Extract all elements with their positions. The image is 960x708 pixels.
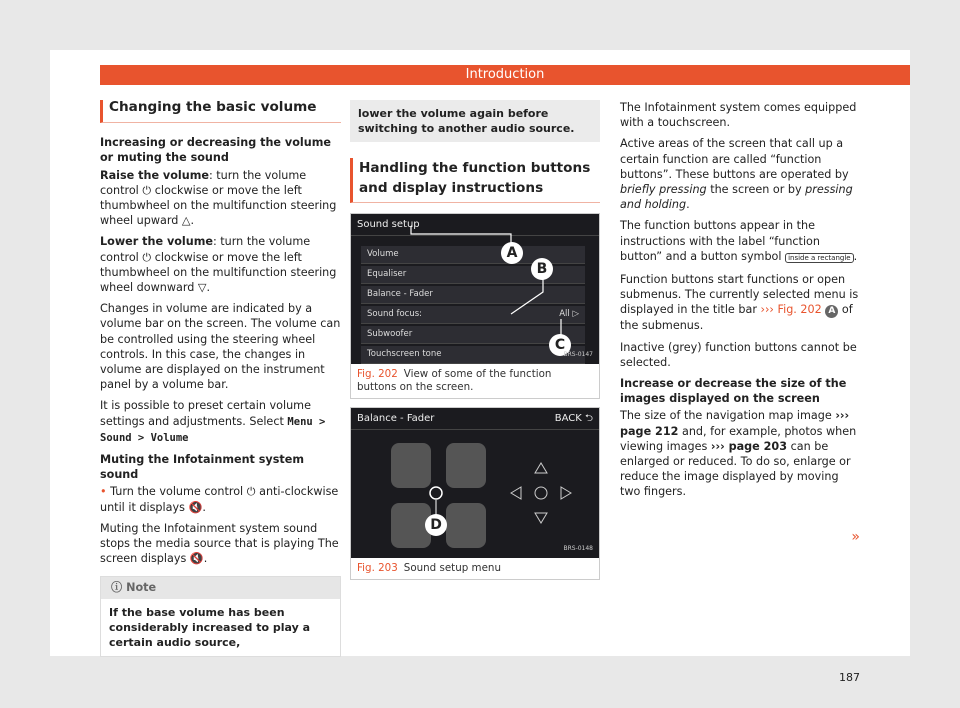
label-b: B xyxy=(531,258,553,280)
menu-path: Menu > Sound > Volume xyxy=(100,415,326,444)
mute-heading: Muting the Infotainment system sound xyxy=(100,453,304,482)
mute-paragraph: Muting the Infotainment system sound stops the media source that is playing The screen displays 🔇. xyxy=(100,521,339,566)
note-box xyxy=(100,576,341,656)
section-header: Introduction xyxy=(100,65,910,85)
menu-row-focus: Sound focus: All ▷ xyxy=(361,306,585,324)
note-text: If the base volume has been considerably increased to play a certain audio source, xyxy=(109,605,310,649)
raise-paragraph: Raise the volume: turn the volume control ⏻ clockwise or move the left thumbwheel on the multifunction steering wheel upward △. xyxy=(100,168,337,228)
page-link-212[interactable]: ››› page 212 xyxy=(620,409,850,438)
figure-203 xyxy=(350,407,600,580)
screen-balance-fader xyxy=(351,408,599,558)
caption-202: Fig. 202 View of some of the function buttons on the screen. xyxy=(357,368,552,393)
inactive-paragraph: Inactive (grey) function buttons cannot be selected. xyxy=(620,340,857,369)
page-link-203[interactable]: ››› page 203 xyxy=(710,439,787,453)
figure-202 xyxy=(350,213,600,399)
page-number: 187 xyxy=(839,671,860,684)
label-c: C xyxy=(549,334,571,356)
caption-203: Fig. 203 Sound setup menu xyxy=(357,562,501,574)
zoom-paragraph: The size of the navigation map image ››› page 212 and, for example, photos when viewing images ››› page 203 can be enlarged or reduced. To do so, enlarge or reduce the image displayed by moving two fingers. xyxy=(620,409,857,499)
screen-title: Sound setup xyxy=(351,214,599,236)
note-header: ⓘ Note xyxy=(101,577,340,598)
menu-row-balance: Balance - Fader xyxy=(361,286,585,304)
manual-page xyxy=(50,50,910,684)
label-a: A xyxy=(501,242,523,264)
seat-diagram xyxy=(351,408,601,558)
menu-row-subwoofer: Subwoofer xyxy=(361,326,585,344)
screen-title: Balance - Fader BACK ⮌ xyxy=(351,408,599,430)
menu-row-volume: Volume xyxy=(361,246,585,264)
submenu-paragraph: Function buttons start functions or open submenus. The currently selected menu is displayed in the title bar ››› Fig. 202 A of the submenus. xyxy=(620,273,859,333)
mute-bullet: • Turn the volume control ⏻ anti-clockwise until it displays 🔇. xyxy=(100,485,339,514)
heading-basic-volume: Changing the basic volume xyxy=(100,100,341,123)
lower-paragraph: Lower the volume: turn the volume control ⏻ clockwise or move the left thumbwheel on the multifunction steering wheel downward ▽. xyxy=(100,235,337,295)
figure-code: BRS-0148 xyxy=(563,544,593,552)
column-2 xyxy=(350,100,600,588)
info-icon: ⓘ xyxy=(111,581,123,595)
continued-marker: » xyxy=(851,529,860,545)
zoom-heading: Increase or decrease the size of the images displayed on the screen xyxy=(620,377,847,406)
screen-sound-setup xyxy=(351,214,599,364)
heading-function-buttons: Handling the function buttons and display instructions xyxy=(350,158,600,203)
menu-row-equaliser: Equaliser xyxy=(361,266,585,284)
menu-row-touch: Touchscreen tone xyxy=(361,346,585,364)
figure-code: BRS-0147 xyxy=(563,350,593,358)
touchscreen-paragraph: The Infotainment system comes equipped with a touchscreen. xyxy=(620,101,857,130)
note-continuation: lower the volume again before switching to another audio source. xyxy=(350,100,600,142)
column-3 xyxy=(620,100,860,684)
column-1 xyxy=(100,100,341,657)
preset-paragraph: It is possible to preset certain volume settings and adjustments. Select Menu > Sound > Volume xyxy=(100,399,326,444)
label-d: D xyxy=(425,514,447,536)
button-symbol-paragraph: The function buttons appear in the instructions with the label “function button” and a button symbol inside a rectangle . xyxy=(620,219,858,263)
fig-reference-link[interactable]: ››› Fig. 202 xyxy=(760,303,822,317)
changes-paragraph: Changes in volume are indicated by a volume bar on the screen. The volume can be controlled using the steering wheel controls. In this case, the changes in volume are displayed on the instrument panel by a volume bar. xyxy=(100,302,341,392)
lead-text: Increasing or decreasing the volume or muting the sound xyxy=(100,136,331,165)
button-symbol: inside a rectangle xyxy=(785,253,854,263)
function-buttons-paragraph: Active areas of the screen that call up a certain function are called “function buttons”. These buttons are operated by briefly pressing the screen or by pressing and holding. xyxy=(620,137,853,212)
